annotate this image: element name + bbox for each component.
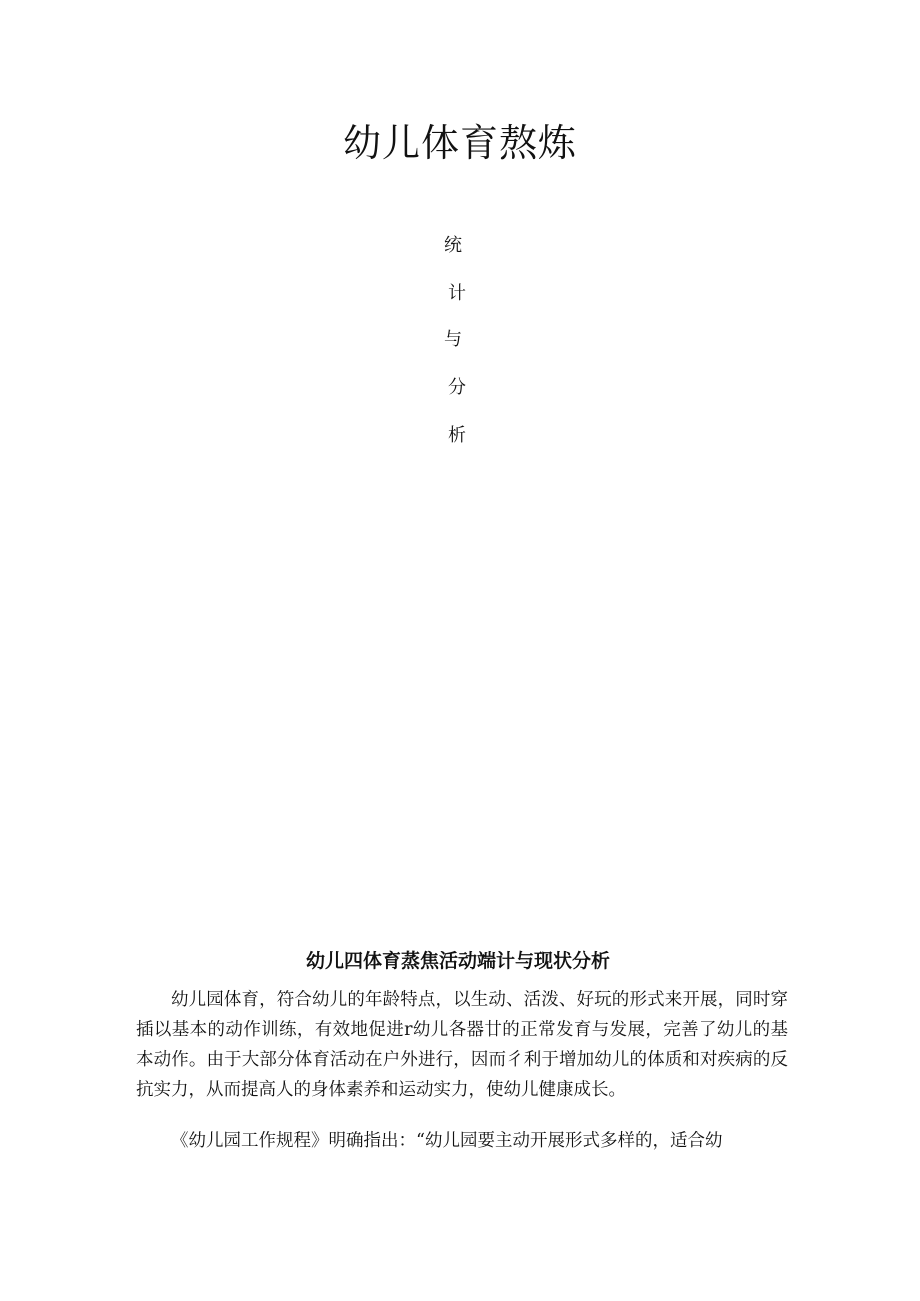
section-heading: 幼儿四体育蒸焦活动端计与现状分析: [305, 950, 610, 972]
subtitle-char: 与: [444, 329, 462, 350]
subtitle-char: 分: [448, 377, 466, 398]
body-paragraph: 幼儿园体育，符合幼儿的年龄特点，以生动、活泼、好玩的形式来开展，同时穿插以基本的动作训练，有效地促进r幼儿各器廿的正常发育与发展，完善了幼儿的基本动作。由于大部分体育活动在户外进行，因而彳利于增加幼儿的体质和对疾病的反抗实力，从而提高人的身体素养和运动实力，使幼儿健康成长。: [136, 990, 788, 1100]
subtitle-char: 统: [444, 235, 462, 256]
subtitle-char: 析: [448, 425, 466, 446]
body-paragraph: 《幼儿园工作规程》明确指出：“幼儿园要主动开展形式多样的，适合幼: [171, 1131, 723, 1151]
document-title: 幼儿体育熬炼: [342, 121, 577, 165]
subtitle-char: 计: [448, 283, 466, 304]
